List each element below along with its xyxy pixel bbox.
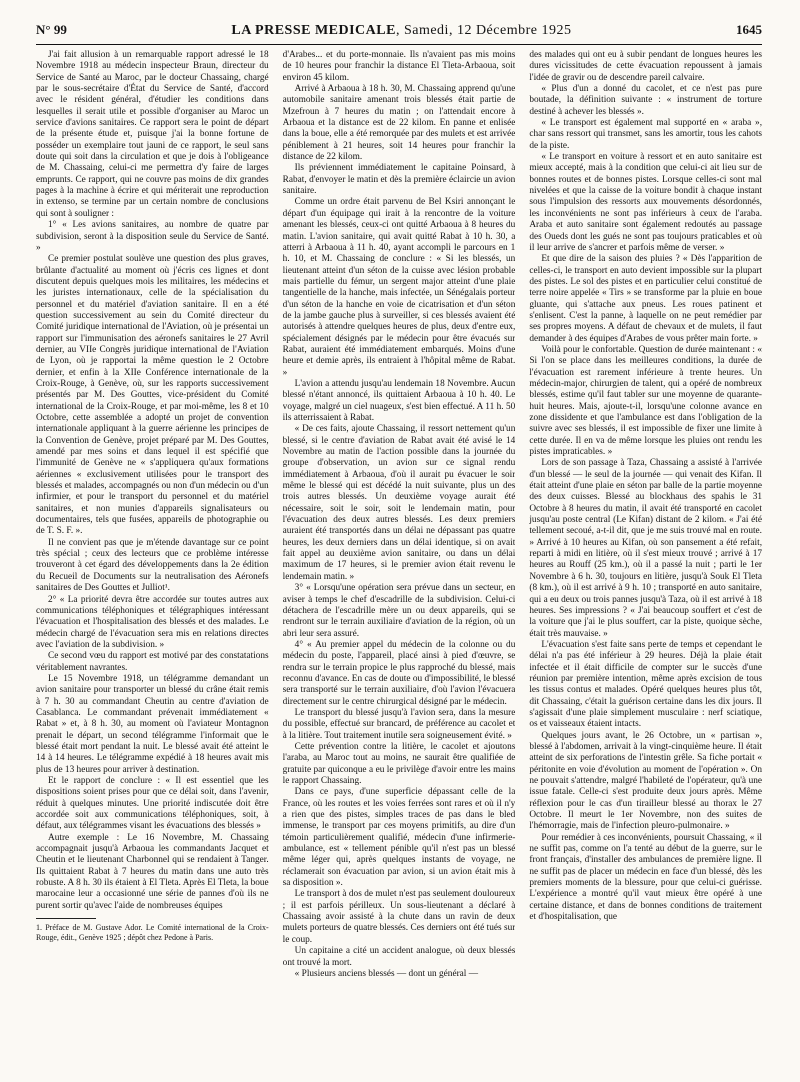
paragraph: « De ces faits, ajoute Chassaing, il ressort nettement qu'un blessé, si le centre d'aviation de Rabat avait été avisé le 14 Novembre au matin de l'action possible dans la journée du groupe d'observation, un avion sur ce signal rendu immédiatement à Arbaoua, d'où il aurait pu évacuer le soir même le blessé qui est décédé la nuit suivante, plus un des trois autres blessés. Un deuxième voyage aurait été nécessaire, soit le soir, soit le lendemain matin, pour l'évacuation des deux autres blessés. Les deux premiers auraient été transportés dans un délai ne dépassant pas quatre heures, les deux derniers dans un délai identique, si on avait fait appel au deuxième avion sanitaire, ou dans un délai maximum de 17 heures, si le premier avion était revenu le lendemain matin. » [282,424,516,582]
paragraph: Comme un ordre était parvenu de Bel Ksiri annonçant le départ d'un équipage qui irait à la rencontre de la voiture amenant les blessés, ceux-ci ont quitté Arbaoua à 8 heures du matin. L'avion sanitaire, qui avait quitté Rabat à 10 h. 30, a atterri à Arbaoua à 11 h. 40, ayant accompli le parcours en 1 h. 10, et M. Chassaing de conclure : « Si les blessés, un lieutenant atteint d'un séton de la cuisse avec lésion probable mais partielle du fémur, un sergent major atteint d'une plaie tangentielle de la hanche, mais infectée, un Sénégalais porteur d'un séton de la hanche en voie de cicatrisation et d'un séton de la jambe gauche plus à surveiller, si ces blessés avaient été autorisés à attendre quelques heures de plus, deux d'entre eux, spécialement désignés par le médecin pour être évacués sur Rabat, auraient été immédiatement embarqués. Moins d'une heure et demie après, ils entraient à l'hôpital même de Rabat. » [282,197,516,378]
paragraph: « Plusieurs anciens blessés — dont un général — [294,968,478,979]
publication-name: LA PRESSE MEDICALE [231,23,396,38]
publication-title [231,23,571,39]
paragraph: d'Arabes... et du porte-monnaie. Ils n'avaient pas mis moins de 10 heures pour franchir la distance El Tleta-Arbaoua, soit environ 45 kilom. [282,50,516,83]
column-left [36,50,269,1060]
paragraph: « Le transport en voiture à ressort et en auto sanitaire est mieux accepté, mais à la condition que celui-ci ait lieu sur de bonnes routes et de bonnes pistes. Lorsque celles-ci sont mal nivelées et que la caisse de la voiture bondit à chaque instant sous l'impulsion des ressorts aux mouvements désordonnés, les inconvénients ne sont pas inférieurs à ceux de l'araba. Araba et auto sanitaire sont également redoutés au passage des Oueds dont les gués ne sont pas toujours praticables et où il leur arrive de s'ancrer et parfois même de verser. » [529,152,763,253]
paragraph: Arrivé à Arbaoua à 18 h. 30, M. Chassaing apprend qu'une automobile sanitaire amenant trois blessés était partie de Mzefroun à 7 heures du matin ; on l'attendait encore à Arbaoua et la distance est de 22 kilom. En panne et enlisée dans la boue, elle a été remorquée par des mulets et est arrivée péniblement à 21 heures, soit 14 heures pour franchir la distance de 22 kilom. [282,84,516,163]
paragraph: 1° « Les avions sanitaires, au nombre de quatre par subdivision, seront à la disposition seule du Service de Santé. » [36,220,269,253]
article-columns [36,50,762,1060]
paragraph: J'ai fait allusion à un remarquable rapport adressé le 18 Novembre 1918 au médecin inspecteur Braun, directeur du Service de Santé au Maroc, par le docteur Chassaing, chargé par le sous-secrétaire d'État du Service de Santé, d'accord avec le résident général, d'étudier les conditions dans lesquelles il serait utile et possible d'organiser au Maroc un service d'avions sanitaires. Ce rapport sera le point de départ de la présente étude et, puisque j'ai la bonne fortune de posséder un exemplaire tout jauni de ce rapport, le seul sans doute qui soit dans la circulation et que je dois à l'obligeance de M. Chassaing, celui-ci me permettra d'y faire de larges emprunts. Ce rapport, qui ne couvre pas moins de dix grandes pages à la machine à écrire et qui mériterait une reproduction in extenso, se termine par un certain nombre de conclusions qui sont à souligner : [36,50,269,219]
page-number: 1645 [735,22,762,37]
paragraph: Le transport du blessé jusqu'à l'avion sera, dans la mesure du possible, effectué sur brancard, de préférence au cacolet et à la litière. Tout traitement inutile sera soigneusement évité. » [282,707,516,741]
page-header [36,22,762,42]
paragraph: Cette prévention contre la litière, le cacolet et ajoutons l'araba, au Maroc tout au moins, ne saurait être qualifiée de gratuite par quiconque a eu le privilège d'avoir entre les mains le rapport Chassaing. [282,741,516,786]
paragraph: Un capitaine a cité un accident analogue, où deux blessés ont trouvé la mort. [282,946,516,968]
paragraph: Le transport à dos de mulet n'est pas seulement douloureux ; il est parfois périlleux. Un sous-lieutenant a déclaré à Chassaing avoir assisté à la chute dans un ravin de deux mulets porteurs de quatre blessés. Ces derniers ont été tués sur le coup. [282,889,516,945]
column-middle [283,50,516,1060]
footnote-rule [36,918,96,919]
paragraph: Ce premier postulat soulève une question des plus graves, brûlante d'actualité au moment où j'écris ces lignes et dont discutent depuis quelques mois les militaires, les médecins et les juristes internationaux, celle de la spécialisation du personnel et du matériel d'aviation sanitaire. Il en a été question successivement au sein du Comité directeur du Comité juridique international de l'Aviation, où je présentai un rapport sur l'immunisation des aéronefs sanitaires le 27 Avril dernier, au VIIe Congrès juridique international de l'Aviation de Lyon, où je rapportai la même question le 2 Octobre dernier, et enfin à la XIIe Conférence internationale de la Croix-Rouge, à Genève, où, sur les rapports successivement présentés par M. Des Gouttes, vice-président du Comité international de la Croix-Rouge, et par moi-même, les 8 et 10 Octobre, cette assemblée a adopté un projet de convention internationale appliquant à la guerre aérienne les principes de la Convention de Genève, projet préparé par M. Des Gouttes, amendé par mes soins et dans lequel il est spécifié que l'immunité de Genève ne « s'appliquera qu'aux formations aériennes « exclusivement utilisées pour le transport des blessés et malades, accompagnés ou non d'un médecin ou d'un infirmier, et pour le transport du personnel et du matériel sanitaires, et non munies d'appareils signalisateurs ou documentaires, tels que fusées, appareils de photographie ou de T. S. F. ». [36,254,269,537]
paragraph: Le 15 Novembre 1918, un télégramme demandant un avion sanitaire pour transporter un blessé du crâne était remis à 7 h. 30 au commandant Cheutin au centre d'aviation de Casablanca. Le commandant prévenait immédiatement « Rabat » et, à 8 h. 30, au moment où l'aviateur Montagnon prenait le départ, un second télégramme l'informait que le blessé était mort pendant la nuit. Le blessé avait été atteint le 14 à 14 heures. Le télégramme expédié à 18 heures avait mis plus de 13 heures pour arriver à destination. [36,673,269,775]
paragraph: 4° « Au premier appel du médecin de la colonne ou du médecin du poste, l'appareil, placé ainsi à pied d'œuvre, se rendra sur le terrain propice le plus rapproché du blessé, mais reconnu d'avance. En cas de doute ou d'impossibilité, le blessé sera transporté sur le terrain auxiliaire, d'où l'avion l'évacuera directement sur le centre chirurgical désigné par le médecin. [282,639,516,707]
paragraph: Ce second vœu du rapport est motivé par des constatations véritablement navrantes. [36,651,269,673]
paragraph: Pour remédier à ces inconvénients, poursuit Chassaing, « il ne suffit pas, comme on l'a tenté au début de la guerre, sur le front français, d'installer des ambulances de première ligne. Il ne suffit pas de placer un médecin en face d'un blessé, dès les premiers moments de la blessure, pour que celui-ci guérisse. L'expérience a montré qu'il vaut mieux être opéré à une certaine distance, et dans de bonnes conditions de traitement et d'hospitalisation, que [529,832,763,923]
paragraph: 3° « Lorsqu'une opération sera prévue dans un secteur, en aviser à temps le chef d'escadrille de la subdivision. Celui-ci détachera de l'escadrille mère un ou deux appareils, qui se rendront sur le terrain auxiliaire d'aviation de la région, où un abri leur sera assuré. [282,583,516,639]
paragraph: Il ne convient pas que je m'étende davantage sur ce point très spécial ; ceux des lecteurs que ce problème intéresse trouveront à cet égard des développements dans la 2e édition du Recueil de Documents sur la neutralisation des Aéronefs sanitaires de Des Gouttes et Julliot¹. [36,537,269,594]
paragraph: Et que dire de la saison des pluies ? « Dès l'apparition de celles-ci, le transport en auto devient impossible sur la plupart des pistes. Le sol des pistes et en particulier celui constitué de terre noire appelée « Tirs » se transforme par la pluie en boue gluante, qui s'attache aux pneus. Les roues patinent et s'enlisent. C'est la panne, à laquelle on ne peut remédier par ses propres moyens. A défaut de chevaux et de mulets, il faut demander à des équipes d'Arabes de vous prêter main forte. » [529,254,763,344]
header-rule [36,44,762,45]
footnote: 1. Préface de M. Gustave Ador. Le Comité international de la Croix-Rouge, édit., Genève 1925 ; dépôt chez Pedone à Paris. [36,923,269,942]
paragraph: Dans ce pays, d'une superficie dépassant celle de la France, où les routes et les voies ferrées sont rares et où il n'y a rien que des pistes, simples traces de pas dans le bled immense, le transport par ces moyens primitifs, au dire d'un témoin particulièrement qualifié, médecin d'une infirmerie-ambulance, est « tellement pénible qu'il n'est pas un blessé même léger qui, après quelques instants de voyage, ne réclamerait son évacuation par avion, si un avion était mis à sa disposition ». [282,787,516,889]
paragraph: 2° « La priorité devra être accordée sur toutes autres aux communications téléphoniques et télégraphiques intéressant l'évacuation et l'hospitalisation des blessés et des malades. Le médecin chargé de l'évacuation sera mis en relations directes avec l'aviation de la subdivision. » [36,594,269,650]
column-right [529,50,762,1060]
paragraph: Et le rapport de conclure : « Il est essentiel que les dispositions soient prises pour que ce délai soit, dans l'avenir, réduit à quelques minutes. Une priorité indiscutée doit être accordée soit aux communications téléphoniques, soit, à défaut, aux télégrammes visant les évacuations des blessés » [36,776,269,832]
paragraph: des malades qui ont eu à subir pendant de longues heures les dures vicissitudes de cette évacuation repoussent à jamais l'idée de gravir ou de descendre pareil calvaire. [529,50,763,83]
paragraph: « Plus d'un a donné du cacolet, et ce n'est pas pure boutade, la définition suivante : « instrument de torture destiné à achever les blessés ». [529,84,763,117]
paragraph: L'avion a attendu jusqu'au lendemain 18 Novembre. Aucun blessé n'étant annoncé, ils quittaient Arbaoua à 10 h. 40. Le voyage, malgré un ciel nuageux, s'est bien effectué. A 11 h. 50 ils atterrissaient à Rabat. [282,378,516,423]
issue-number: N° 99 [36,22,67,37]
paragraph: Ils préviennent immédiatement le capitaine Poinsard, à Rabat, d'envoyer le matin et dès la première éclaircie un avion sanitaire. [282,163,516,197]
paragraph: Autre exemple : Le 16 Novembre, M. Chassaing accompagnait jusqu'à Arbaoua les commandants Jacquet et Cheutin et le lieutenant Charbonnel qui se rendaient à Tanger. Ils quittaient Rabat à 7 heures du matin dans une auto très robuste. A 8 h. 30 ils étaient à El Tleta. Après El Tleta, la boue marocaine leur a occasionné une série de pannes d'où ils ne purent sortir qu'avec l'aide de nombreuses équipes [36,832,269,911]
paragraph: Lors de son passage à Taza, Chassaing a assisté à l'arrivée d'un blessé — le seul de la journée — qui venait des Kifan. Il était atteint d'une plaie en séton par balle de la partie moyenne des deux cuisses. Blessé au blockhaus des spahis le 31 Octobre à 8 heures du matin, il avait été transporté en cacolet jusqu'au poste central (Le Kifan) distant de 2 kilom. « J'ai été tellement secoué, a-t-il dit, que je me suis trouvé mal en route. » Arrivé à 10 heures au Kifan, où son pansement a été refait, reparti à midi en litière, où il s'est mieux trouvé ; arrivé à 17 heures au Rouff (25 km.), où il a passé la nuit ; parti le 1er Novembre à 6 h. 30, toujours en litière, jusqu'à Souk El Tleta (8 km.), où il est arrivé à 9 h. 10 ; transporté en auto sanitaire, qui a eu deux ou trois pannes jusqu'à Taza, où il est arrivé à 18 heures. Ses impressions ? « J'ai beaucoup souffert et c'est de la voiture que j'ai le plus souffert, car la piste, quoique sèche, était très mauvaise. » [529,458,763,639]
paragraph: « Le transport est également mal supporté en « araba », char sans ressort qui transmet, sans les amortir, tous les cahots de la piste. [529,118,763,151]
paragraph: L'évacuation s'est faite sans perte de temps et cependant le délai n'a pas été inférieur à 29 heures. Déjà la plaie était infectée et il était difficile de compter sur le succès d'une réunion par première intention, même après excision de tous les tissus contus et malades. Opéré quelques heures plus tôt, dit Chassaing, c'était la guérison certaine dans les dix jours. Il s'agissait d'une plaie simplement musculaire : nerf sciatique, os et vaisseaux étaient intacts. [529,639,763,730]
paragraph: Quelques jours avant, le 26 Octobre, un « partisan », blessé à l'abdomen, arrivait à la vingt-cinquième heure. Il était atteint de six perforations de l'intestin grêle. Sa fiche portait « péritonite en voie d'évolution au moment de l'opération ». On ne pouvait s'attendre, malgré l'habileté de l'opérateur, qu'à une issue fatale. Celle-ci s'est produite deux jours après. Même réflexion pour le cas d'un tirailleur blessé au thorax le 27 Octobre. Il meurt le 1er Novembre, non des suites de l'hémorragie, mais de l'infection pleuro-pulmonaire. » [529,730,763,832]
issue-date: , Samedi, 12 Décembre 1925 [395,23,572,38]
paragraph: Voilà pour le confortable. Question de durée maintenant : « Si l'on se place dans les meilleures conditions, la durée de l'évacuation est rarement inférieure à trente heures. Un médecin-major, chirurgien de talent, qui a opéré de nombreux blessés, estime qu'il faut tabler sur une moyenne de quarante-huit heures. Mais, ajoute-t-il, lorsqu'une colonne avance en zone dissidente et que l'ambulance est dans l'obligation de la suivre avec ses blessés, il est impossible de fixer une limite à cette durée. Il en va de même lorsque les pluies ont rendu les pistes impraticables. » [529,344,763,458]
